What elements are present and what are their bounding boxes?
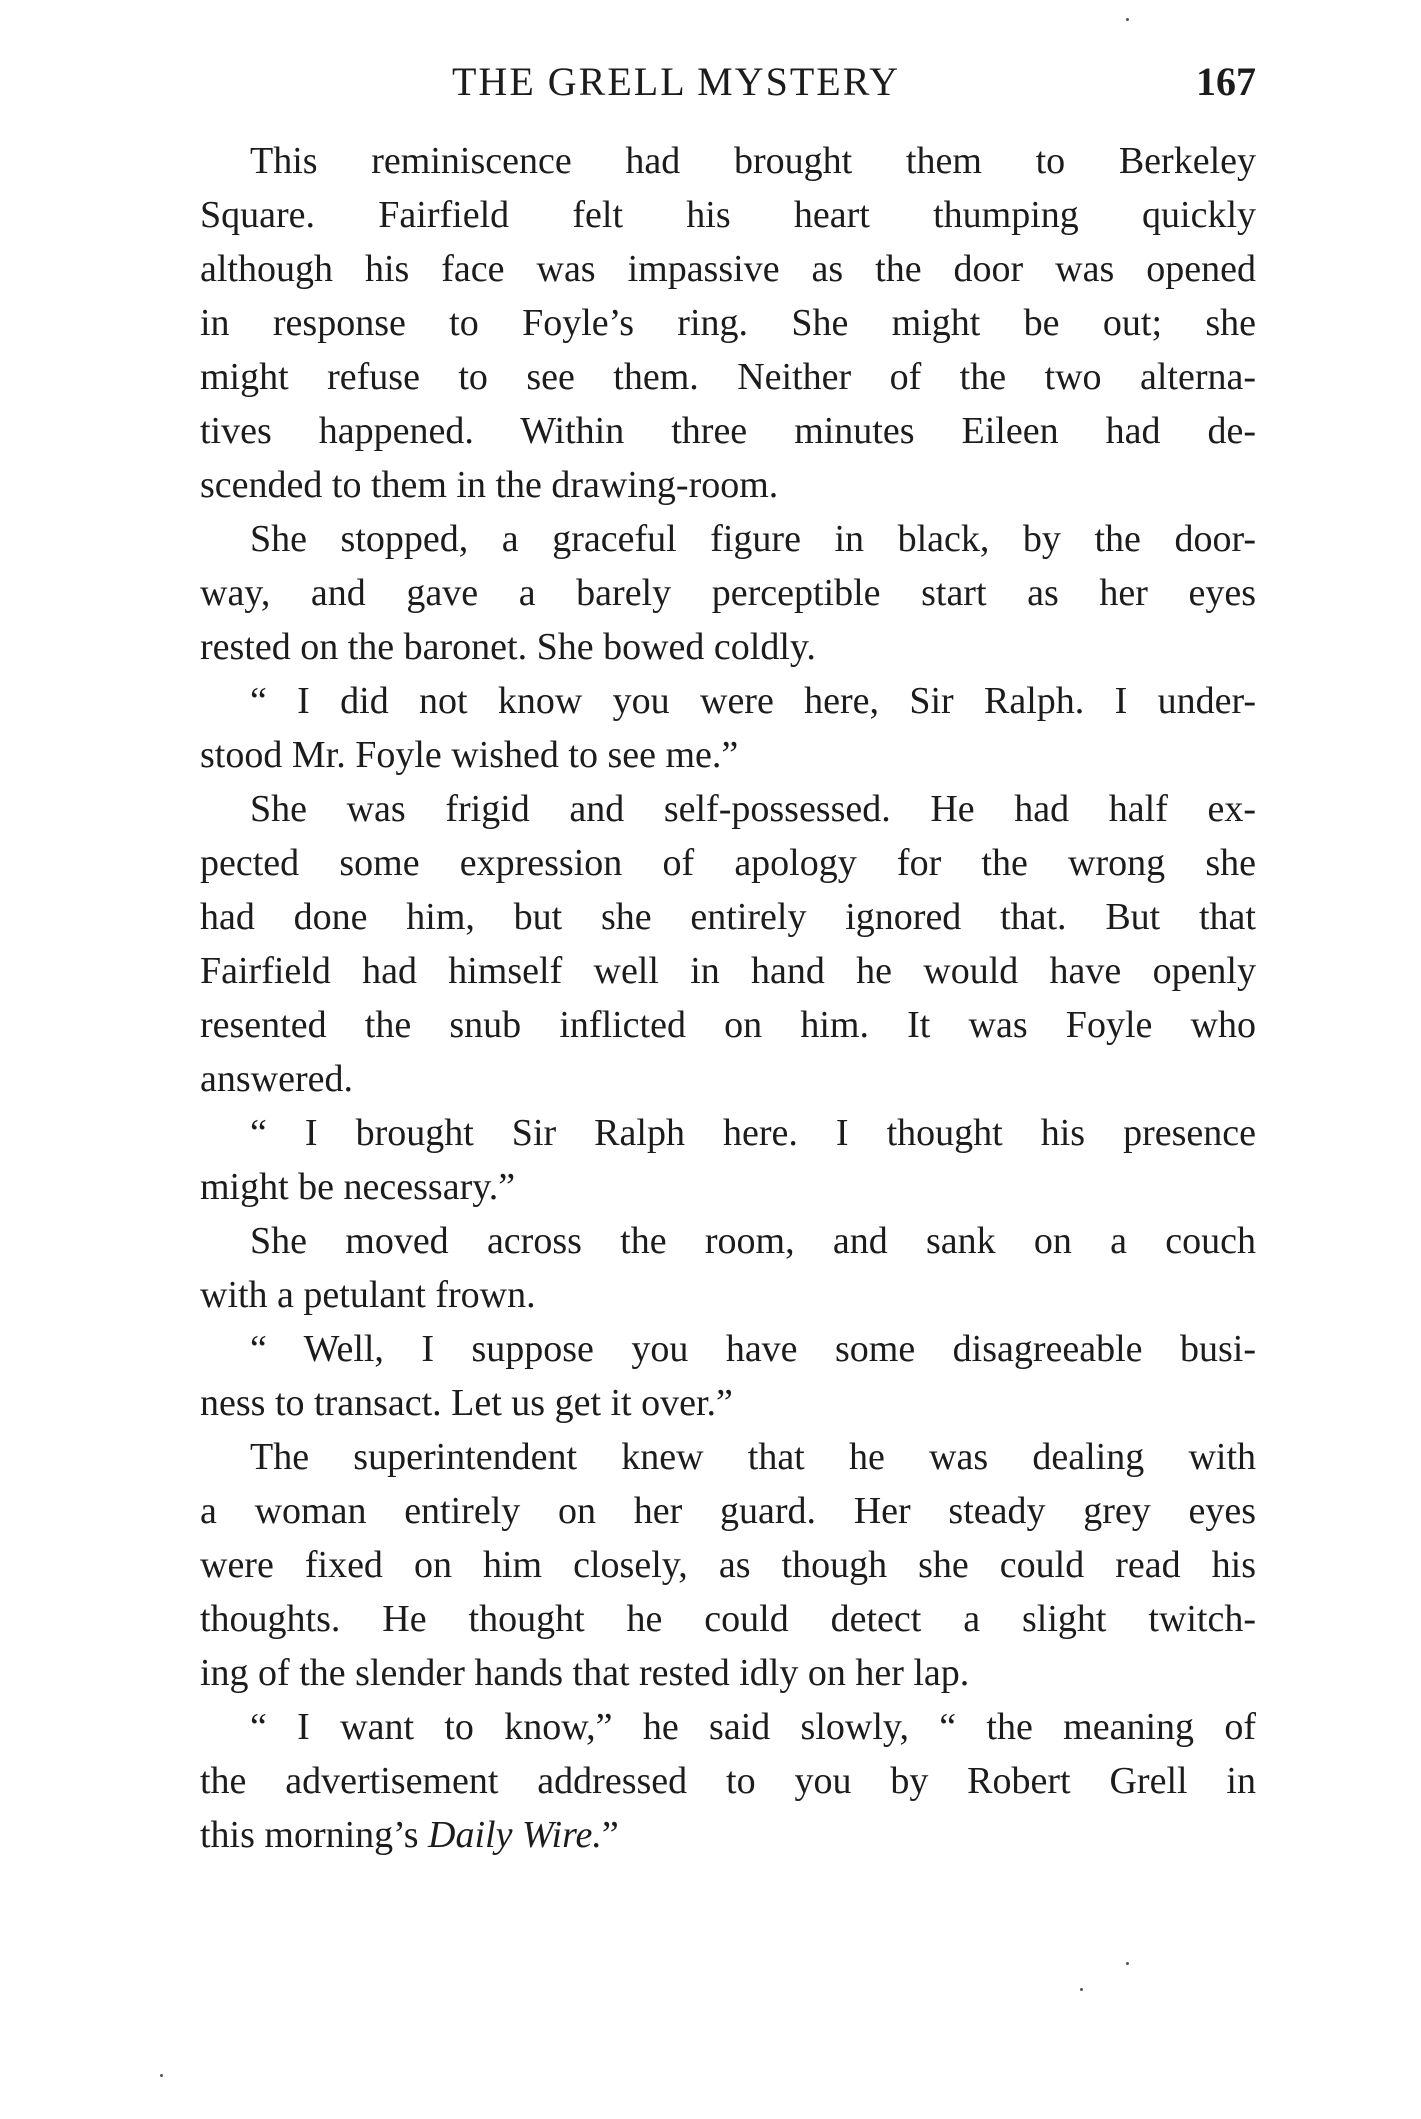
text-line: might be necessary.” (200, 1166, 516, 1208)
text-line: The superintendent knew that he was dealing with (250, 1436, 1256, 1478)
text-line: resented the snub inflicted on him. It was Foyle who (200, 1004, 1256, 1046)
page-number: 167 (1196, 59, 1256, 104)
text-line: She moved across the room, and sank on a couch (250, 1220, 1256, 1262)
text-line: with a petulant frown. (200, 1274, 536, 1316)
text-line: “ I want to know,” he said slowly, “ the meaning of (250, 1706, 1256, 1748)
text-line: might refuse to see them. Neither of the two alterna- (200, 356, 1256, 398)
text-line: in response to Foyle’s ring. She might be out; she (200, 302, 1256, 344)
text-line: a woman entirely on her guard. Her steady grey eyes (200, 1490, 1256, 1532)
text-line: answered. (200, 1058, 353, 1100)
text-line: tives happened. Within three minutes Eileen had de- (200, 410, 1256, 452)
page-header (200, 52, 1256, 112)
paper-speck (1080, 1988, 1083, 1991)
text-line: Fairfield had himself well in hand he would have openly (200, 950, 1256, 992)
text-line: This reminiscence had brought them to Berkeley (250, 140, 1256, 182)
running-title: THE GRELL MYSTERY (452, 59, 901, 104)
paper-speck (1126, 1962, 1129, 1965)
text-line: scended to them in the drawing-room. (200, 464, 779, 506)
text-line: had done him, but she entirely ignored that. But that (200, 896, 1256, 938)
text-line: Square. Fairfield felt his heart thumping quickly (200, 194, 1256, 236)
text-line: “ I did not know you were here, Sir Ralph. I under- (250, 680, 1256, 722)
body-text (200, 134, 1256, 1862)
text-line: pected some expression of apology for the wrong she (200, 842, 1256, 884)
paper-speck (1126, 18, 1129, 21)
final-line-after: ” (601, 1814, 619, 1856)
text-line: “ I brought Sir Ralph here. I thought his presence (250, 1112, 1256, 1154)
text-line: ness to transact. Let us get it over.” (200, 1382, 733, 1424)
text-line: thoughts. He thought he could detect a slight twitch- (200, 1598, 1256, 1640)
text-line: stood Mr. Foyle wished to see me.” (200, 734, 739, 776)
newspaper-title: Daily Wire. (428, 1814, 602, 1856)
text-line: were fixed on him closely, as though she could read his (200, 1544, 1256, 1586)
text-line: although his face was impassive as the door was opened (200, 248, 1256, 290)
text-line: She was frigid and self-possessed. He had half ex- (250, 788, 1256, 830)
text-line: rested on the baronet. She bowed coldly. (200, 626, 816, 668)
text-line: way, and gave a barely perceptible start as her eyes (200, 572, 1256, 614)
text-line-final (200, 1808, 1256, 1862)
text-line: ing of the slender hands that rested idly on her lap. (200, 1652, 970, 1694)
text-line: the advertisement addressed to you by Robert Grell in (200, 1760, 1256, 1802)
paper-speck (160, 2074, 163, 2077)
text-line: “ Well, I suppose you have some disagreeable busi- (250, 1328, 1256, 1370)
final-line-before: this morning’s (200, 1814, 429, 1856)
text-line: She stopped, a graceful figure in black, by the door- (250, 518, 1256, 560)
